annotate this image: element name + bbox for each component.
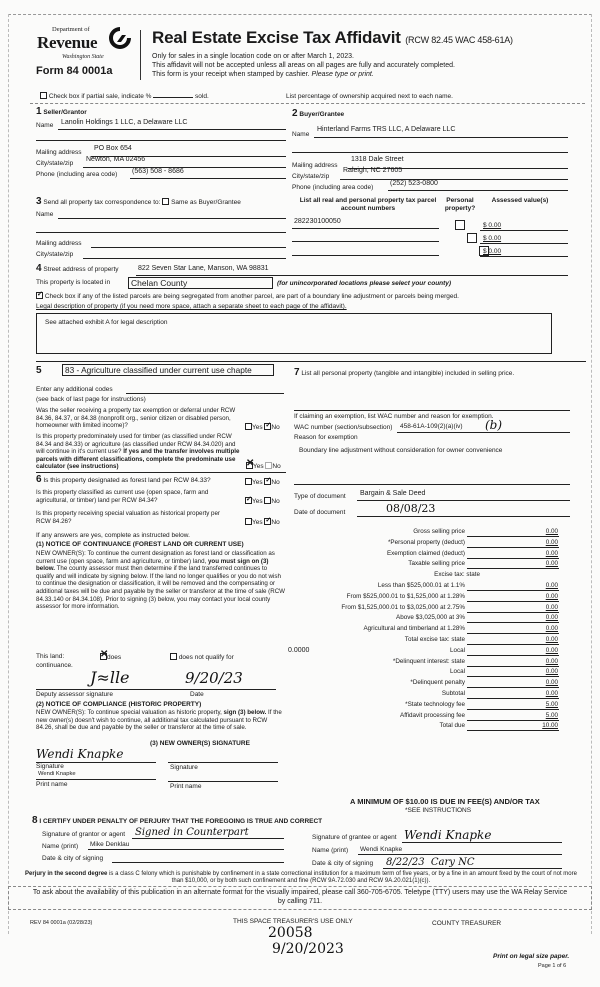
assessed-value-2[interactable]: $ 0.00 xyxy=(483,235,502,242)
doc-type-label: Type of document xyxy=(294,493,346,500)
correspondence-label: Send all property tax correspondence to: xyxy=(43,199,161,206)
assessed-value-3[interactable]: $ 0.00 xyxy=(483,248,502,255)
s6-q3: Is this property receiving special valuation as historical property per RCW 84.26? xyxy=(36,510,220,525)
line xyxy=(294,484,570,485)
n2-bold: sign (3) below. xyxy=(223,709,267,716)
does-label: does xyxy=(107,654,122,661)
fee-row xyxy=(300,658,580,668)
fee-line xyxy=(467,536,559,537)
fee-value[interactable]: 0.00 xyxy=(545,592,558,600)
s5-q1: Was the seller receiving a property tax exemption or deferral under RCW 84.36, 84.37, or 84.38 (nonprofit org., senior citizen or disabled person, homeowner with limited income)? xyxy=(36,407,236,430)
s6-q1-text: Is this property designated as forest land per RCW 84.33? xyxy=(43,477,211,484)
partial-sale-label: Check box if partial sale, indicate % xyxy=(48,93,152,100)
divider xyxy=(30,103,585,104)
notice-2-text xyxy=(36,709,286,732)
fee-value[interactable]: 0.00 xyxy=(545,603,558,611)
parcel-number-2[interactable] xyxy=(292,241,439,242)
grantee-name-label: Name (print) xyxy=(312,847,349,854)
additional-codes-note: (see back of last page for instructions) xyxy=(36,396,146,403)
fee-value[interactable]: 0.00 xyxy=(545,646,558,654)
line xyxy=(358,854,562,855)
seller-name-label: Name xyxy=(36,122,54,129)
fee-label: Local xyxy=(449,668,465,676)
see-instructions: *SEE INSTRUCTIONS xyxy=(405,807,472,814)
line xyxy=(292,152,568,153)
fee-line xyxy=(467,590,559,591)
line xyxy=(480,243,568,244)
land-use-code-select[interactable]: 83 - Agriculture classified under current use chapte xyxy=(62,364,274,376)
grantor-name-field[interactable]: Mike Denklau xyxy=(90,841,130,848)
owner-print-name[interactable]: Wendi Knapke xyxy=(38,771,76,777)
fee-row xyxy=(300,560,580,570)
fee-line xyxy=(467,655,559,656)
s5-q2-answer xyxy=(246,462,281,470)
line xyxy=(58,129,286,130)
border-top xyxy=(8,14,592,15)
fee-row xyxy=(300,679,580,689)
fee-value[interactable]: 0.00 xyxy=(545,690,558,697)
page-number: Page 1 of 6 xyxy=(538,963,567,969)
s5-q2-bold: If yes and the transfer involves multiple parcels with different classifications, complete the predominate use calculator (see instructions) xyxy=(36,448,240,471)
s6-q3-no-checkbox[interactable] xyxy=(264,518,271,525)
section-number: 8 xyxy=(32,815,38,826)
line xyxy=(36,472,286,473)
fee-label: Total excise tax: state xyxy=(404,636,465,643)
line xyxy=(132,838,284,839)
line xyxy=(136,275,568,276)
fee-value[interactable]: 0.00 xyxy=(545,614,558,622)
does-qualify-checkbox[interactable] xyxy=(100,653,107,660)
personal-checkbox-2[interactable] xyxy=(467,233,477,243)
fee-row xyxy=(300,701,580,711)
fee-line xyxy=(467,568,559,569)
s6-q2-yes-checkbox[interactable] xyxy=(245,497,252,504)
buyer-addr-label: Mailing address xyxy=(292,162,338,169)
fee-label: Total due xyxy=(439,722,465,730)
reason-field[interactable]: Boundary line adjustment without consideration for owner convenience xyxy=(299,447,503,454)
buyer-phone-label: Phone (including area code) xyxy=(292,184,374,191)
line xyxy=(36,232,286,233)
street-address-field[interactable]: 822 Seven Star Lane, Manson, WA 98831 xyxy=(138,265,269,272)
grantee-date-label: Date & city of signing xyxy=(312,860,374,867)
seller-heading xyxy=(36,106,87,117)
fee-row xyxy=(300,722,580,732)
additional-codes-label: Enter any additional codes xyxy=(36,386,113,393)
grantor-name-label: Name (print) xyxy=(42,843,79,850)
corr-name-label: Name xyxy=(36,211,54,218)
section-number: 6 xyxy=(36,474,42,485)
fee-line xyxy=(467,547,559,548)
fee-value[interactable]: 0.00 xyxy=(545,679,558,687)
fee-label: *Personal property (deduct) xyxy=(387,538,465,546)
s5-q1-answer xyxy=(245,423,280,431)
fee-line xyxy=(467,666,559,667)
border-right xyxy=(591,14,592,934)
fee-value[interactable]: 0.00 xyxy=(545,625,558,633)
logo-dept-of: Department of xyxy=(52,26,90,33)
subtitle-2: This affidavit will not be accepted unless all areas on all pages are fully and accurately completed. xyxy=(152,62,455,69)
line xyxy=(130,178,286,179)
does-row xyxy=(100,653,121,661)
fee-value[interactable]: 0.00 xyxy=(545,636,558,643)
buyer-name-label: Name xyxy=(292,131,310,138)
fee-row xyxy=(300,582,580,592)
same-as-buyer-checkbox[interactable] xyxy=(162,198,169,205)
line xyxy=(83,167,286,168)
line xyxy=(292,228,439,229)
grantee-signature: Wendi Knapke xyxy=(404,828,492,842)
line xyxy=(402,842,562,843)
page-title xyxy=(152,28,513,48)
line xyxy=(388,190,568,191)
fee-line xyxy=(467,709,559,710)
fee-value[interactable]: 0.00 xyxy=(545,582,558,589)
notice-2-title: (2) NOTICE OF COMPLIANCE (HISTORIC PROPERTY) xyxy=(36,701,202,708)
wac-handwritten: (b) xyxy=(485,418,503,432)
parcel-number-1[interactable]: 282230100050 xyxy=(294,218,341,225)
segregated-checkbox[interactable] xyxy=(36,292,43,299)
line xyxy=(168,762,278,763)
n1-text-a: NEW OWNER(S): To continue the current designation as forest land or classification as current use (open space, farm and agriculture, or timber) land, xyxy=(36,550,275,565)
fee-row xyxy=(300,571,580,581)
fee-value[interactable]: 10.00 xyxy=(542,722,558,730)
fee-line xyxy=(467,698,559,699)
line xyxy=(480,256,568,257)
county-treasurer: COUNTY TREASURER xyxy=(432,920,502,927)
partial-sale-checkbox[interactable] xyxy=(40,92,47,99)
yes-label: Yes xyxy=(252,479,263,486)
fee-label: Gross selling price xyxy=(413,528,465,535)
s6-q1-answer xyxy=(245,478,280,486)
print-name-label-2: Print name xyxy=(170,783,202,790)
fee-label: Local xyxy=(449,646,465,654)
subtitle-3-italic: Please type or print. xyxy=(311,71,374,78)
legal-label: Legal description of property (if you need more space, attach a separate sheet to each page of the affidavit). xyxy=(36,303,347,310)
section-number: 3 xyxy=(36,196,42,207)
does-not-label: does not qualify for xyxy=(178,654,234,661)
ownership-note: List percentage of ownership acquired next to each name. xyxy=(286,93,453,100)
parcel-number-3[interactable] xyxy=(292,255,439,256)
s7-label-text: List all personal property (tangible and intangible) included in selling price. xyxy=(301,370,515,377)
logo-state: Washington State xyxy=(62,54,104,60)
yes-label: Yes xyxy=(252,519,263,526)
fee-label: Less than $525,000.01 at 1.1% xyxy=(377,582,465,589)
s6-instructions: If any answers are yes, complete as instructed below. xyxy=(36,532,190,539)
grantor-date-label: Date & city of signing xyxy=(42,855,104,862)
fee-label: From $525,000.01 to $1,525,000 at 1.28% xyxy=(346,592,465,600)
line xyxy=(383,868,562,869)
street-label-text: Street address of property xyxy=(43,266,119,273)
revision: REV 84 0001a (02/28/23) xyxy=(30,920,93,926)
notice-1-title: (1) NOTICE OF CONTINUANCE (FOREST LAND OR CURRENT USE) xyxy=(36,541,244,548)
personal-property-field[interactable] xyxy=(294,410,570,411)
perjury-notice xyxy=(20,871,582,885)
certify-heading xyxy=(32,815,322,826)
fee-line xyxy=(467,612,559,613)
fee-line xyxy=(467,633,559,634)
fee-value[interactable]: 0.00 xyxy=(545,549,558,557)
corr-name-field[interactable] xyxy=(58,218,286,219)
wac-number-field[interactable]: 458-61A-109(2)(a)(iv) xyxy=(400,423,463,430)
minimum-notice: A MINIMUM OF $10.00 IS DUE IN FEE(S) AND/OR TAX xyxy=(350,797,540,806)
assessor-signature: J≈lle xyxy=(90,668,130,687)
grantor-sig-label: Signature of grantor or agent xyxy=(42,831,126,838)
section-5-number: 5 xyxy=(36,365,42,376)
fee-row xyxy=(300,604,580,614)
s5-q2-text: Is this property predominately used for timber (as classified under RCW 84.34 and 84.33) or agriculture (as classified under RCW 84.34.020) and will continue in it's current use? xyxy=(36,433,236,456)
assessed-col-header: Assessed value(s) xyxy=(491,197,549,204)
buyer-phone-field[interactable]: (252) 523-0800 xyxy=(390,180,438,187)
treasurer-use: THIS SPACE TREASURER'S USE ONLY xyxy=(233,918,353,925)
buyer-heading xyxy=(292,108,344,119)
parcel-col-header: List all real and personal property tax parcel account numbers xyxy=(299,197,437,212)
s6-q1-no-checkbox[interactable] xyxy=(264,478,271,485)
doc-type-field[interactable]: Bargain & Sale Deed xyxy=(360,490,426,497)
assessed-value-1[interactable]: $ 0.00 xyxy=(483,222,502,229)
legal-paper-note: Print on legal size paper. xyxy=(493,953,570,960)
owner-signature: Wendi Knapke xyxy=(36,747,124,761)
yes-label: Yes xyxy=(252,424,263,431)
signature-label-2: Signature xyxy=(170,764,198,771)
line xyxy=(36,779,156,780)
stamp-date: 9/20/2023 xyxy=(272,941,344,957)
s6-q1 xyxy=(36,474,211,485)
buyer-city-label: City/state/zip xyxy=(292,173,330,180)
dor-logo-icon xyxy=(108,26,132,50)
grantee-date-field[interactable]: 8/22/23 Cary NC xyxy=(386,857,475,868)
buyer-city-field[interactable]: Raleigh, NC 27605 xyxy=(343,167,403,174)
fee-value[interactable]: 5.00 xyxy=(545,700,558,708)
perjury-text: is a class C felony which is punishable by confinement in a state correctional institution for a maximum term of five years, or by a fine in an amount fixed by the court of not more than $10,000, or by both such confinement and fine (RCW 9A.72.030 and RCW 9A.20.021(1)(c)). xyxy=(109,871,577,884)
fee-row xyxy=(300,668,580,678)
seller-addr-label: Mailing address xyxy=(36,149,82,156)
grantor-date-field[interactable] xyxy=(112,862,284,863)
fee-value[interactable]: 5.00 xyxy=(545,711,558,719)
fee-label: Affidavit processing fee xyxy=(400,711,465,719)
s6-q3-answer xyxy=(245,518,280,526)
personal-property-label xyxy=(294,369,554,378)
section-number: 1 xyxy=(36,106,42,117)
fee-row xyxy=(300,593,580,603)
subtitle-1: Only for sales in a single location code on or after March 1, 2023. xyxy=(152,53,354,60)
fee-label: Taxable selling price xyxy=(408,560,465,568)
local-rate: 0.0000 xyxy=(288,646,310,654)
partial-sold-label: sold. xyxy=(195,93,209,100)
fee-label: *Delinquent penalty xyxy=(410,679,465,687)
section-number: 7 xyxy=(294,367,300,378)
buyer-name-field[interactable]: Hinterland Farms TRS LLC, A Delaware LLC xyxy=(317,126,456,133)
no-label: No xyxy=(271,519,280,526)
s6-q2-answer xyxy=(245,497,280,505)
assessor-date: 9/20/23 xyxy=(185,669,243,687)
fee-value[interactable]: 0.00 xyxy=(545,538,558,546)
yes-label: Yes xyxy=(253,463,264,470)
certify-text: I CERTIFY UNDER PENALTY OF PERJURY THAT THE FOREGOING IS TRUE AND CORRECT xyxy=(39,818,323,825)
title-text: Real Estate Excise Tax Affidavit xyxy=(152,28,401,47)
corr-addr-label: Mailing address xyxy=(36,240,82,247)
seller-phone-label: Phone (including area code) xyxy=(36,171,118,178)
n1-text-b: The county assessor must then determine if the land transferred continues to qualify and will indicate by signing below. If the land no longer qualifies or you do not wish to continue the designation or classification, it will be removed and the compensating or additional taxes will be due and payable by the seller or transferor at the time of sale (RCW 84.33.140 or 84.34.108). Prior to signing (3) below, you may contact your local county assessor for more information. xyxy=(36,565,286,611)
section-number: 2 xyxy=(292,108,298,119)
buyer-addr-field[interactable]: 1318 Dale Street xyxy=(351,156,404,163)
fee-label: Above $3,025,000 at 3% xyxy=(396,614,465,622)
notice-1-text xyxy=(36,550,286,611)
signature-label-1: Signature xyxy=(36,763,64,770)
stamp-number: 20058 xyxy=(268,925,313,941)
no-label: No xyxy=(271,479,280,486)
s6-q1-yes-checkbox[interactable] xyxy=(245,478,252,485)
line xyxy=(36,140,286,141)
fee-line xyxy=(467,676,559,677)
s6-q2-no-checkbox[interactable] xyxy=(264,497,271,504)
n2-text-b: If the new owner(s) doesn't wish to continue, all additional tax calculated pursuant to RCW 84.26, shall be due and payable by the seller or transferor at the time of sale. xyxy=(36,709,282,732)
fee-value[interactable]: 0.00 xyxy=(545,668,558,676)
seller-addr-field[interactable]: PO Box 654 xyxy=(94,145,132,152)
segregated-label: Check box if any of the listed parcels are being segregated from another parcel, are part of a boundary line adjustment or parcels being merged. xyxy=(44,293,459,300)
fee-value[interactable]: 0.00 xyxy=(545,528,558,535)
fee-line xyxy=(467,622,559,623)
does-not-qualify-checkbox[interactable] xyxy=(170,653,177,660)
county-select[interactable]: Chelan County xyxy=(128,277,273,289)
fee-row xyxy=(300,528,580,538)
fee-value[interactable]: 0.00 xyxy=(545,560,558,568)
fee-line xyxy=(467,558,559,559)
s5-q2 xyxy=(36,433,241,471)
county-note: (for unincorporated locations please select your county) xyxy=(277,280,452,287)
n1-bold: you must sign on (3) below. xyxy=(36,557,269,573)
grantee-name-field[interactable]: Wendi Knapke xyxy=(360,846,403,853)
seller-city-label: City/state/zip xyxy=(36,160,74,167)
partial-percent-field[interactable] xyxy=(153,97,193,98)
fee-row xyxy=(300,539,580,549)
section-title: Buyer/Grantee xyxy=(299,111,345,118)
fee-row xyxy=(300,550,580,560)
doc-date-field[interactable]: 08/08/23 xyxy=(386,502,436,515)
fee-line xyxy=(467,687,559,688)
this-land-label: This land: xyxy=(36,653,65,660)
s6-q3-yes-checkbox[interactable] xyxy=(245,518,252,525)
doc-date-label: Date of document xyxy=(294,509,346,516)
does-not-row xyxy=(170,653,234,661)
s5-q2-yes-checkbox[interactable] xyxy=(246,462,253,469)
line xyxy=(314,137,568,138)
line xyxy=(357,516,570,517)
line xyxy=(397,432,570,433)
legal-description-field[interactable] xyxy=(36,313,552,354)
s5-q2-no-checkbox[interactable] xyxy=(265,462,272,469)
print-name-label-1: Print name xyxy=(36,781,68,788)
seller-name-field[interactable]: Lanolin Holdings 1 LLC, a Delaware LLC xyxy=(61,119,188,126)
street-label xyxy=(36,263,119,274)
additional-codes-field[interactable] xyxy=(126,393,284,394)
perjury-bold: Perjury in the second degree xyxy=(25,871,108,877)
form-number: Form 84 0001a xyxy=(36,65,113,77)
subtitle-3 xyxy=(152,70,374,79)
fee-label: Excise tax: state xyxy=(434,571,480,579)
corr-city-label: City/state/zip xyxy=(36,251,74,258)
fee-label: *Delinquent interest: state xyxy=(392,657,465,665)
fee-line xyxy=(467,720,559,721)
same-as-buyer-label: Same as Buyer/Grantee xyxy=(171,199,241,206)
notice-3-title: (3) NEW OWNER(S) SIGNATURE xyxy=(150,740,250,747)
legal-description-text: See attached exhibit A for legal description xyxy=(45,319,168,326)
line xyxy=(88,849,284,850)
n2-text-a: NEW OWNER(S): To continue special valuation as historic property, xyxy=(36,709,222,716)
segregated-row xyxy=(36,292,459,300)
alt-format-notice: To ask about the availability of this publication in an alternate format for the visually impaired, please call 360-705-6705. Teletype (TTY) users may use the WA Relay Service by calling 711. xyxy=(32,889,568,905)
no-label: No xyxy=(272,463,281,470)
fee-label: Agricultural and timberland at 1.28% xyxy=(363,625,465,633)
line xyxy=(168,781,278,782)
fee-value[interactable]: 0.00 xyxy=(545,657,558,665)
fee-label: Exemption claimed (deduct) xyxy=(386,549,465,557)
assessor-date-label: Date xyxy=(190,691,204,698)
subtitle-3-text: This form is your receipt when stamped by cashier. xyxy=(152,71,310,78)
fee-line xyxy=(467,601,559,602)
border-left xyxy=(8,14,9,934)
line xyxy=(36,361,586,362)
fee-row xyxy=(300,712,580,722)
corr-city-field[interactable] xyxy=(83,258,286,259)
seller-phone-field[interactable]: (563) 508 - 8686 xyxy=(132,168,184,175)
title-rcw: (RCW 82.45 WAC 458-61A) xyxy=(405,35,513,45)
partial-sale-row xyxy=(40,92,209,100)
personal-col-header: Personal property? xyxy=(444,197,476,212)
section-number: 4 xyxy=(36,263,42,274)
fee-line xyxy=(467,730,559,731)
fee-row xyxy=(300,690,580,700)
assessor-sig-label: Deputy assessor signature xyxy=(36,691,113,698)
reason-label: Reason for exemption xyxy=(294,434,358,441)
section-title: Seller/Grantor xyxy=(43,109,87,116)
located-label: This property is located in xyxy=(36,279,111,286)
no-label: No xyxy=(271,424,280,431)
seller-city-field[interactable]: Newton, MA 02456 xyxy=(86,156,146,163)
line xyxy=(340,179,568,180)
no-label: No xyxy=(271,498,280,505)
line xyxy=(357,500,570,501)
line xyxy=(36,689,276,690)
fee-row xyxy=(300,636,580,646)
yes-label: Yes xyxy=(252,498,263,505)
s5-q1-no-checkbox[interactable] xyxy=(264,423,271,430)
wac-label: WAC number (section/subsection) xyxy=(294,424,393,431)
fee-row xyxy=(288,646,580,657)
header-divider xyxy=(140,30,141,80)
continuance-label: continuance. xyxy=(36,662,73,669)
grantee-sig-label: Signature of grantee or agent xyxy=(312,834,397,841)
logo-revenue: Revenue xyxy=(37,33,98,52)
s6-q2: Is this property classified as current use (open space, farm and agricultural, or timber) land per RCW 84.34? xyxy=(36,489,209,504)
line xyxy=(480,230,568,231)
fee-row xyxy=(300,614,580,624)
exemption-label: If claiming an exemption, list WAC number and reason for exemption. xyxy=(294,413,494,420)
corr-addr-field[interactable] xyxy=(91,247,286,248)
personal-checkbox-1[interactable] xyxy=(455,220,465,230)
s5-q1-yes-checkbox[interactable] xyxy=(245,423,252,430)
fee-label: *State technology fee xyxy=(405,700,465,708)
correspondence-heading xyxy=(36,196,241,207)
grantor-signature: Signed in Counterpart xyxy=(135,827,249,838)
fee-line xyxy=(467,644,559,645)
fee-row xyxy=(300,625,580,635)
fee-label: Subtotal xyxy=(441,690,465,697)
fee-label: From $1,525,000.01 to $3,025,000 at 2.75% xyxy=(341,603,465,611)
